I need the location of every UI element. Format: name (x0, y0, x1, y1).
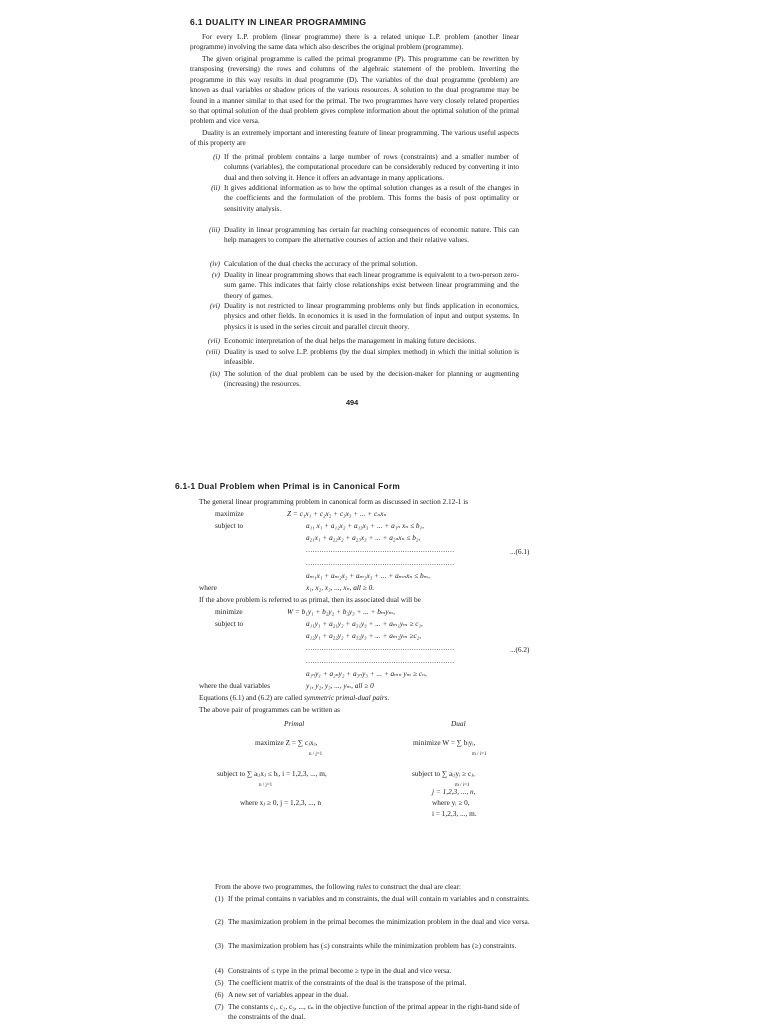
section-title: 6.1 DUALITY IN LINEAR PROGRAMMING (190, 17, 367, 27)
dual-minimize-label: minimize (215, 607, 243, 616)
rule-item (215, 941, 530, 951)
aspect-item-text: Duality in linear programming has certain far reaching consequences of economic nature. This can help managers to compare the alternative courses of action and their relative values. (224, 225, 519, 245)
symmetric-pairs-text (199, 693, 389, 703)
aspect-item-text: Duality is used to solve L.P. problems (by the dual simplex method) in which the initial solution is infeasible. (224, 347, 519, 367)
aspect-item-text: The solution of the dual problem can be used by the decision-maker for planning or augmenting (increasing) the resources. (224, 369, 519, 389)
rule-item-text: A new set of variables appear in the dual. (228, 990, 349, 999)
primal-dots-1: .................................................................. (306, 546, 455, 554)
dual-dots-2: .................................................................. (306, 657, 455, 665)
rule-item (215, 990, 530, 1000)
primal-objective: Z = c₁x₁ + c₂x₂ + c₃x₃ + ... + cₙxₙ (287, 509, 387, 518)
primal-constraint-m: aₘ₁x₁ + aₘ₂x₂ + aₘ₃x₃ + ... + aₘₙxₙ ≤ bₘ, (306, 571, 430, 580)
primal-maximize-label: maximize (215, 509, 244, 518)
rules-intro-term: rules (356, 882, 372, 891)
dual-where-2: i = 1,2,3, ..., m. (432, 809, 477, 818)
paragraph-duality: Duality is an extremely important and interesting feature of linear programming. The various useful aspects of this property are (190, 128, 519, 148)
aspect-item-number: (ii) (211, 183, 220, 192)
rule-item (215, 917, 530, 927)
rule-item (215, 1002, 530, 1023)
symmetric-pairs-lead: Equations (6.1) and (6.2) are called (199, 693, 304, 702)
primal-sum-constraints: subject to ∑ aᵢⱼxⱼ ≤ bᵢ, i = 1,2,3, ..., m, (217, 769, 327, 778)
aspect-item (209, 369, 519, 390)
dual-constraint-2: a₁₂y₁ + a₂₂y₂ + a₃₂y₃ + ... + aₘ₂yₘ ≥c₂, (306, 631, 422, 640)
aspect-item-text: Calculation of the dual checks the accuracy of the primal solution. (224, 259, 418, 268)
rule-item-number: (7) (215, 1002, 224, 1011)
equation-label-6-1: ...(6.1) (510, 547, 530, 556)
rule-item (215, 978, 530, 988)
rule-item-number: (3) (215, 941, 224, 950)
dual-intro-text: If the above problem is referred to as primal, then its associated dual will be (199, 595, 421, 604)
aspect-item-text: Duality is not restricted to linear programming problems only but finds application in economics, physics and other fields. In economics it is used in the formulation of input and output systems. In physics it is used in the series circuit and parallel circuit theory. (224, 301, 519, 331)
primal-nonnegativity: x₁, x₂, x₃, ..., xₙ, all ≥ 0. (306, 583, 375, 592)
aspect-item (211, 270, 519, 301)
symmetric-pairs-term: symmetric primal-dual pairs. (303, 693, 390, 702)
rules-intro-lead: From the above two programmes, the following (215, 882, 357, 891)
dual-j-range: j = 1,2,3, ..., n, (432, 787, 476, 796)
rule-item-number: (1) (215, 894, 224, 903)
rule-item-number: (5) (215, 978, 224, 987)
aspect-item-number: (i) (213, 152, 220, 161)
rule-item-text: The maximization problem in the primal becomes the minimization problem in the dual and vice versa. (228, 917, 530, 926)
dual-sum-objective: minimize W = ∑ bᵢyᵢ, (413, 738, 476, 747)
rule-item (215, 894, 530, 904)
dual-constraint-1: a₁₁y₁ + a₂₁y₂ + a₃₁y₃ + ... + aₘ₁yₘ ≥ c₁, (306, 619, 423, 628)
aspect-item-number: (viii) (205, 347, 220, 356)
dual-subject-label: subject to (215, 619, 244, 628)
dual-constraint-n: a₁ₙy₁ + a₂ₙy₂ + a₃ₙy₃ + ... + aₘₙ yₘ ≥ cₙ, (306, 669, 427, 678)
aspect-item-text: It gives additional information as to how the optimal solution changes as a result of the changes in the coefficients and the formulation of the problem. This forms the basis of post optimality or sensitivity analysis. (224, 183, 519, 213)
aspect-item (205, 347, 519, 368)
dual-sum-constraints: subject to ∑ aᵢⱼyᵢ ≥ cⱼ, (412, 769, 475, 778)
pair-text: The above pair of programmes can be written as (199, 705, 341, 714)
rule-item-text: The maximization problem has (≤) constraints while the minimization problem has (≥) constraints. (228, 941, 517, 950)
dual-sum-objective-limits: m / i=1 (472, 752, 487, 757)
dual-sum-constraints-limits: m / i=1 (455, 783, 470, 788)
aspect-item-number: (v) (211, 270, 220, 279)
paragraph-intro: For every L.P. problem (linear programme) there is a related unique L.P. problem (another linear programme) involving the same data which also describes the original problem (programme). (190, 32, 519, 52)
paragraph-primal-dual: The given original programme is called the primal programme (P). This programme can be rewritten by transposing (reversing) the rows and columns of the algebraic statement of the problem. Inverting the programme in this way results in dual programme (D). The variables of the dual programme (problem) are known as dual variables or shadow prices of the various resources. A solution to the dual programme may be found in a manner similar to that used for the primal. The two programmes have very closely related properties so that optimal solution of the dual problem gives complete information about the optimal solution of the primal problem and vice versa. (190, 54, 519, 126)
aspect-item (213, 152, 519, 183)
subsection-title: 6.1-1 Dual Problem when Primal is in Canonical Form (175, 481, 401, 491)
rule-item (215, 966, 530, 976)
rule-item-number: (6) (215, 990, 224, 999)
primal-constraint-1: a₁₁ x₁ + a₁₂x₂ + a₁₃x₃ + ... + a₁ₙ xₙ ≤ b₁, (306, 521, 424, 530)
aspect-item (209, 225, 519, 246)
dual-objective: W = b₁y₁ + b₂y₂ + b₃y₃ + ... + bₘyₘ, (287, 607, 395, 616)
primal-constraint-2: a₂₁x₁ + a₂₂x₂ + a₂₃x₃ + ... + a₂ₙxₙ ≤ b₂, (306, 533, 421, 542)
aspect-item (209, 259, 519, 269)
dual-dots-1: .................................................................. (306, 644, 455, 652)
dual-heading: Dual (451, 719, 466, 728)
page-number: 494 (346, 398, 359, 407)
aspect-item (207, 336, 519, 346)
primal-sum-objective: maximize Z = ∑ cⱼxⱼ, (255, 738, 318, 747)
aspect-item-number: (iv) (209, 259, 220, 268)
intro-text: The general linear programming problem in canonical form as discussed in section 2.12-1 is (199, 497, 469, 506)
rule-item-text: If the primal contains n variables and m constraints, the dual will contain m variables and n constraints. (228, 894, 530, 903)
aspect-item-number: (vi) (209, 301, 220, 310)
equation-label-6-2: ...(6.2) (510, 645, 530, 654)
aspect-item-text: Economic interpretation of the dual helps the management in making future decisions. (224, 336, 477, 345)
rules-intro (215, 882, 461, 892)
dual-nonnegativity: y₁, y₂, y₃, ..., yₘ, all ≥ 0 (306, 681, 374, 690)
primal-heading: Primal (284, 719, 305, 728)
rule-item-number: (2) (215, 917, 224, 926)
primal-subject-label: subject to (215, 521, 244, 530)
primal-where: where xⱼ ≥ 0, j = 1,2,3, ..., n (240, 798, 321, 807)
primal-dots-2: .................................................................. (306, 559, 455, 567)
aspect-item (211, 183, 519, 214)
rule-item-text: The coefficient matrix of the constraints of the dual is the transpose of the primal. (228, 978, 467, 987)
rule-item-text: The constants c₁, c₂, c₃, ..., cₙ in the objective function of the primal appear in the right-hand side of the constraints of the dual. (228, 1002, 520, 1022)
primal-sum-objective-limits: n / j=1 (309, 752, 323, 757)
aspect-item-text: If the primal problem contains a large number of rows (constraints) and a smaller number of columns (variables), the computational procedure can be considerably reduced by converting it into dual and then solving it. Hence it offers an advantage in many applications. (224, 152, 519, 182)
aspect-item-number: (vii) (207, 336, 220, 345)
aspect-item (209, 301, 519, 332)
dual-where-label: where the dual variables (199, 681, 271, 690)
primal-where-label: where (199, 583, 217, 592)
primal-sum-constraints-limits: n / j=1 (259, 783, 273, 788)
rule-item-text: Constraints of ≤ type in the primal become ≥ type in the dual and vice versa. (228, 966, 452, 975)
aspect-item-number: (ix) (209, 369, 220, 378)
rule-item-number: (4) (215, 966, 224, 975)
dual-where-1: where yᵢ ≥ 0, (432, 798, 470, 807)
aspect-item-text: Duality in linear programming shows that each linear programme is equivalent to a two-person zero-sum game. This indicates that fairly close relationships exist between linear programming and the theory of games. (224, 270, 519, 300)
aspect-item-number: (iii) (209, 225, 220, 234)
rules-intro-tail: to construct the dual are clear: (371, 882, 462, 891)
